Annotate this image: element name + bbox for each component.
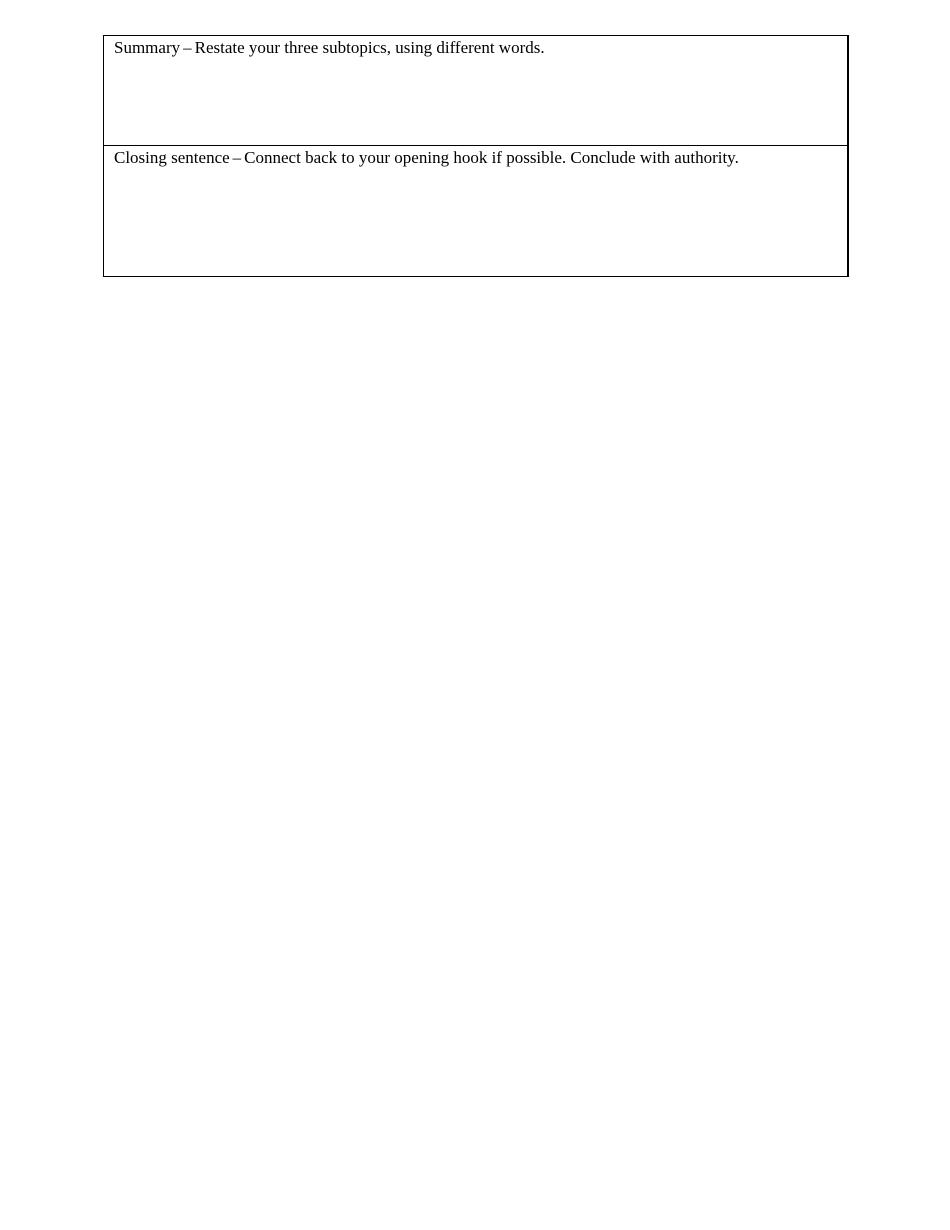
closing-sentence-cell[interactable] (104, 146, 849, 277)
row-instruction: Restate your three subtopics, using different words. (194, 38, 545, 57)
paragraph-organizer-table (103, 35, 849, 277)
row-term: Summary (114, 38, 181, 57)
row-dash: – (232, 148, 242, 167)
row-dash: – (183, 38, 192, 57)
summary-cell[interactable] (104, 36, 849, 146)
table-row (104, 36, 849, 146)
row-term: Closing sentence (114, 148, 230, 167)
table-row (104, 146, 849, 277)
row-instruction: Connect back to your opening hook if possible. Conclude with authority. (244, 148, 739, 167)
